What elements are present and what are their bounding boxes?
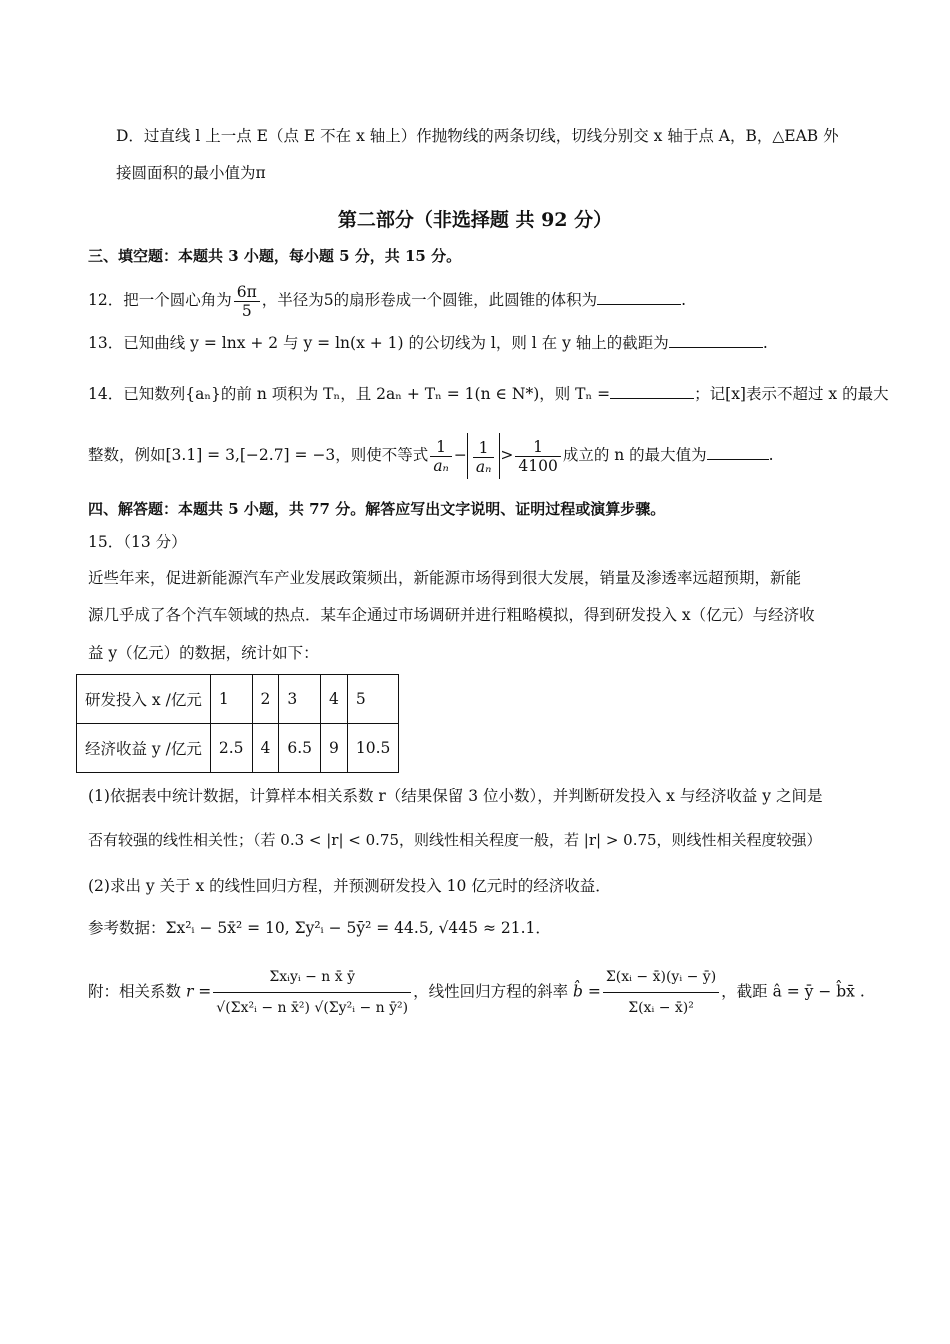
q12-frac-den: 5 bbox=[241, 301, 252, 320]
q12-answer-blank[interactable] bbox=[597, 290, 681, 305]
table-cell: 10.5 bbox=[347, 724, 399, 773]
intercept-formula: ，截距 â = ȳ − b̂x̄ . bbox=[721, 982, 865, 1001]
q13-end: . bbox=[762, 334, 768, 352]
q14-fraction-2 bbox=[473, 439, 495, 476]
q14-line2-pre: 整数，例如[3.1] = 3,[−2.7] = −3，则使不等式 bbox=[88, 446, 429, 464]
table-cell: 4 bbox=[252, 724, 279, 773]
q14-frac2-num: 1 bbox=[473, 439, 495, 458]
q15-para-line2: 源几乎成了各个汽车领域的热点．某车企通过市场调研并进行粗略模拟，得到研发投入 x（亿元）与经济收 bbox=[88, 606, 815, 624]
ref-label: 参考数据： bbox=[88, 919, 166, 937]
q14-fraction-1 bbox=[430, 438, 452, 475]
option-d-line2: 接圆面积的最小值为π bbox=[116, 164, 266, 182]
q14-frac1-den: aₙ bbox=[433, 456, 449, 475]
note-label: 附：相关系数 bbox=[88, 982, 182, 1001]
q14-floor-bracket bbox=[467, 433, 501, 479]
q14-line1-post: ；记[x]表示不超过 x 的最大 bbox=[694, 385, 889, 403]
q13-text: 13．已知曲线 y = lnx + 2 与 y = ln(x + 1) 的公切线为 l，则 l 在 y 轴上的截距为 bbox=[88, 334, 669, 352]
q12-post: ，半径为5的扇形卷成一个圆锥，此圆锥的体积为 bbox=[261, 291, 598, 309]
table-row-label: 经济收益 y /亿元 bbox=[77, 724, 211, 773]
b-formula bbox=[603, 962, 719, 1023]
q15-sub2: (2)求出 y 关于 x 的线性回归方程，并预测研发投入 10 亿元时的经济收益． bbox=[88, 877, 611, 895]
option-d-line1: D．过直线 l 上一点 E（点 E 不在 x 轴上）作抛物线的两条切线，切线分别交 x 轴于点 A，B，△EAB 外 bbox=[116, 127, 839, 145]
table-cell: 1 bbox=[210, 675, 252, 724]
q14-answer-blank-2[interactable] bbox=[707, 445, 769, 460]
slope-label: ，线性回归方程的斜率 bbox=[413, 982, 569, 1001]
q14-frac3-den: 4100 bbox=[518, 456, 558, 475]
table-row bbox=[77, 724, 399, 773]
q14-fraction-3 bbox=[515, 438, 560, 475]
reference-data bbox=[88, 918, 551, 938]
question-13 bbox=[88, 333, 768, 353]
b-formula-den: Σ(xᵢ − x̄)² bbox=[628, 1000, 694, 1016]
table-cell: 3 bbox=[279, 675, 321, 724]
q14-answer-blank-1[interactable] bbox=[610, 384, 694, 399]
q12-end: . bbox=[681, 291, 687, 309]
q14-frac1-num: 1 bbox=[430, 438, 452, 457]
q14-end: . bbox=[768, 446, 774, 464]
q14-frac2-den: aₙ bbox=[475, 457, 492, 476]
q14-line2-post: 成立的 n 的最大值为 bbox=[562, 446, 707, 464]
data-table bbox=[76, 674, 399, 773]
table-cell: 5 bbox=[347, 675, 399, 724]
question-14-line2 bbox=[88, 432, 774, 479]
q12-frac-num: 6π bbox=[234, 283, 260, 302]
section4-heading: 四、解答题：本题共 5 小题，共 77 分。解答应写出文字说明、证明过程或演算步骤。 bbox=[88, 500, 666, 518]
b-formula-num: Σ(xᵢ − x̄)(yᵢ − ȳ) bbox=[603, 962, 719, 993]
q14-line1-pre: 14．已知数列{aₙ}的前 n 项积为 Tₙ，且 2aₙ + Tₙ = 1(n ∈ N*)，则 Tₙ = bbox=[88, 385, 611, 403]
q15-sub1-line1: (1)依据表中统计数据，计算样本相关系数 r（结果保留 3 位小数），并判断研发投入 x 与经济收益 y 之间是 bbox=[88, 787, 823, 805]
question-12 bbox=[88, 280, 686, 320]
question-14-line1 bbox=[88, 384, 889, 404]
table-cell: 9 bbox=[321, 724, 348, 773]
q15-para-line3: 益 y（亿元）的数据，统计如下： bbox=[88, 644, 319, 662]
q15-para-line1: 近些年来，促进新能源汽车产业发展政策频出，新能源市场得到很大发展，销量及渗透率远超预期，新能 bbox=[88, 569, 802, 587]
table-row bbox=[77, 675, 399, 724]
r-formula-num: Σxᵢyᵢ − n x̄ ȳ bbox=[213, 962, 411, 993]
q15-header: 15．（13 分） bbox=[88, 533, 187, 551]
table-cell: 2.5 bbox=[210, 724, 252, 773]
part2-title: 第二部分（非选择题 共 92 分） bbox=[337, 209, 613, 231]
q15-sub1-line2: 否有较强的线性相关性；（若 0.3 < |r| < 0.75，则线性相关程度一般，若 |r| > 0.75，则线性相关程度较强） bbox=[88, 831, 822, 849]
ref-values: Σx²ᵢ − 5x̄² = 10, Σy²ᵢ − 5ȳ² = 44.5, √445 ≈ 21.1． bbox=[165, 919, 551, 937]
q12-pre: 12．把一个圆心角为 bbox=[88, 291, 232, 309]
q14-gt: > bbox=[500, 446, 514, 464]
section3-heading: 三、填空题：本题共 3 小题，每小题 5 分，共 15 分。 bbox=[88, 247, 462, 265]
q14-frac3-num: 1 bbox=[515, 438, 560, 457]
r-formula bbox=[213, 962, 411, 1023]
q12-fraction bbox=[234, 283, 260, 320]
q13-answer-blank[interactable] bbox=[669, 333, 763, 348]
table-cell: 2 bbox=[252, 675, 279, 724]
r-formula-den: √(Σx²ᵢ − n x̄²) √(Σy²ᵢ − n ȳ²) bbox=[216, 1000, 409, 1016]
table-cell: 6.5 bbox=[279, 724, 321, 773]
formula-note: 附：相关系数 r = $\frac{\text{Σxᵢyᵢ − n x̄ ȳ}}{\text{√(Σx²ᵢ − n x̄²) √(Σy²ᵢ − n ȳ²)}}$ ，线性回归方程的斜率 b̂ = $\frac{\text{Σ(xᵢ − x̄)(yᵢ − ȳ)}}{\text{Σ(xᵢ − x̄)²}}$ ，截距 â = ȳ − b̂x̄ . bbox=[88, 962, 865, 1023]
q14-minus: − bbox=[453, 446, 467, 464]
table-cell: 4 bbox=[321, 675, 348, 724]
table-row-label: 研发投入 x /亿元 bbox=[77, 675, 211, 724]
